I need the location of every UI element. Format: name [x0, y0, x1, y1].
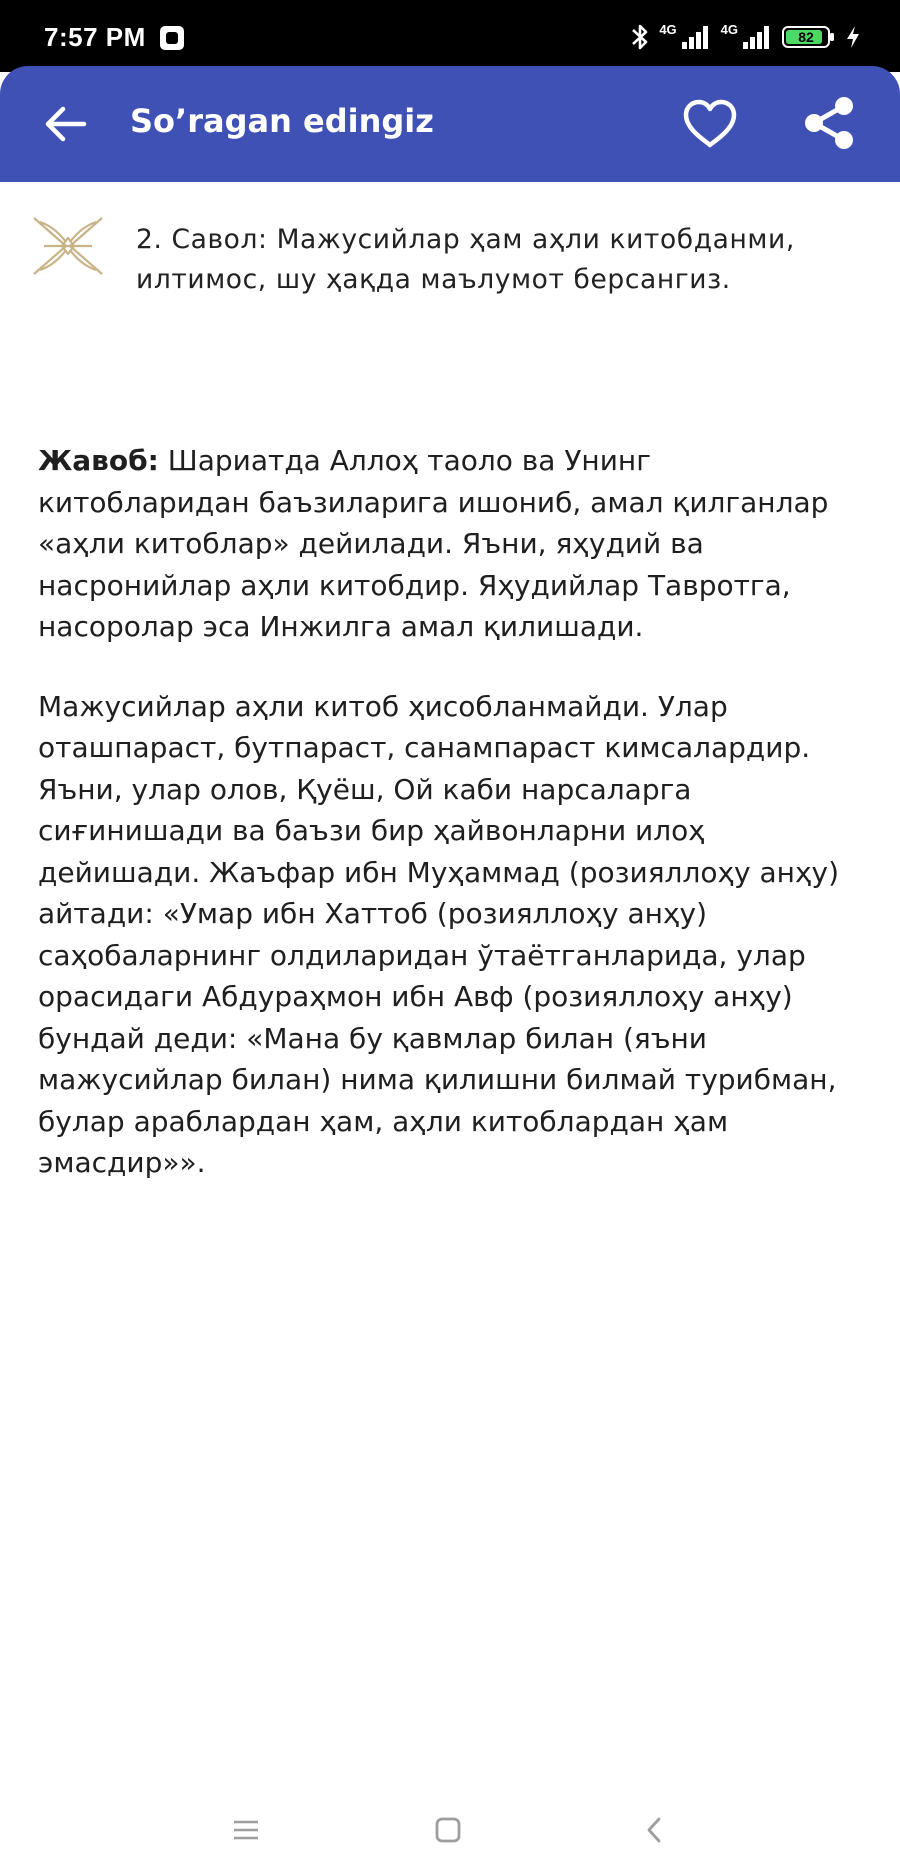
- signal1-network-label: 4G: [659, 21, 677, 37]
- app-bar: [0, 66, 900, 182]
- ornament-icon: [30, 212, 106, 282]
- bluetooth-icon: [631, 23, 649, 51]
- recent-apps-button[interactable]: [226, 1810, 266, 1850]
- back-button[interactable]: [36, 94, 96, 154]
- notification-icon: [160, 26, 184, 50]
- signal1-icon: [681, 24, 711, 50]
- answer-paragraph-2: Мажусийлар аҳли китоб ҳисобланмайди. Улар оташпараст, бутпараст, санампараст кимсалардир. Яъни, улар олов, Қуёш, Ой каби нарсаларга сиғинишади ва баъзи бир ҳайвонларни илоҳ дейишади. Жаъфар ибн Муҳаммад (розияллоҳу анҳу) айтади: «Умар ибн Хаттоб (розияллоҳу анҳу) саҳобаларнинг олдиларидан ўтаётганларида, улар орасидаги Абдураҳмон ибн Авф (розияллоҳу анҳу) бундай деди: «Мана бу қавмлар билан (яъни мажусийлар билан) нима қилишни билмай турибман, булар араблардан ҳам, аҳли китоблардан ҳам эмасдир»».: [38, 689, 840, 1179]
- share-button[interactable]: [796, 90, 862, 156]
- answer-paragraph-1: [38, 440, 862, 648]
- back-chevron-icon: [644, 1816, 664, 1844]
- system-back-button[interactable]: [634, 1810, 674, 1850]
- answer-block: [38, 440, 862, 1222]
- menu-icon: [232, 1818, 260, 1842]
- signal2-icon: [742, 24, 772, 50]
- answer-label: Жавоб:: [38, 444, 159, 477]
- question-text: 2. Савол: Мажусийлар ҳам аҳли китобданми, илтимос, шу ҳақда маълумот берсангиз.: [136, 224, 795, 295]
- battery-icon: [782, 26, 836, 48]
- status-bar: [0, 0, 900, 72]
- signal2-network-label: 4G: [720, 21, 738, 37]
- share-icon: [800, 94, 858, 152]
- page-title: So’ragan edingiz: [130, 102, 434, 140]
- charging-icon: [846, 25, 860, 49]
- status-time: 7:57 PM: [44, 22, 146, 52]
- answer-paragraph-1-text: Шариатда Аллоҳ таоло ва Унинг китобларидан баъзиларига ишониб, амал қилганлар «аҳли китоблар» дейилади. Яъни, яҳудий ва насронийлар аҳли китобдир. Яҳудийлар Тавротга, насоролар эса Инжилга амал қилишади.: [38, 444, 829, 643]
- home-square-icon: [434, 1816, 462, 1844]
- arrow-left-icon: [44, 106, 88, 142]
- battery-level: 82: [798, 29, 814, 45]
- home-button[interactable]: [428, 1810, 468, 1850]
- favorite-button[interactable]: [678, 92, 742, 156]
- heart-icon: [682, 99, 738, 149]
- status-icons: [631, 22, 860, 52]
- system-navigation-bar: [0, 1790, 900, 1873]
